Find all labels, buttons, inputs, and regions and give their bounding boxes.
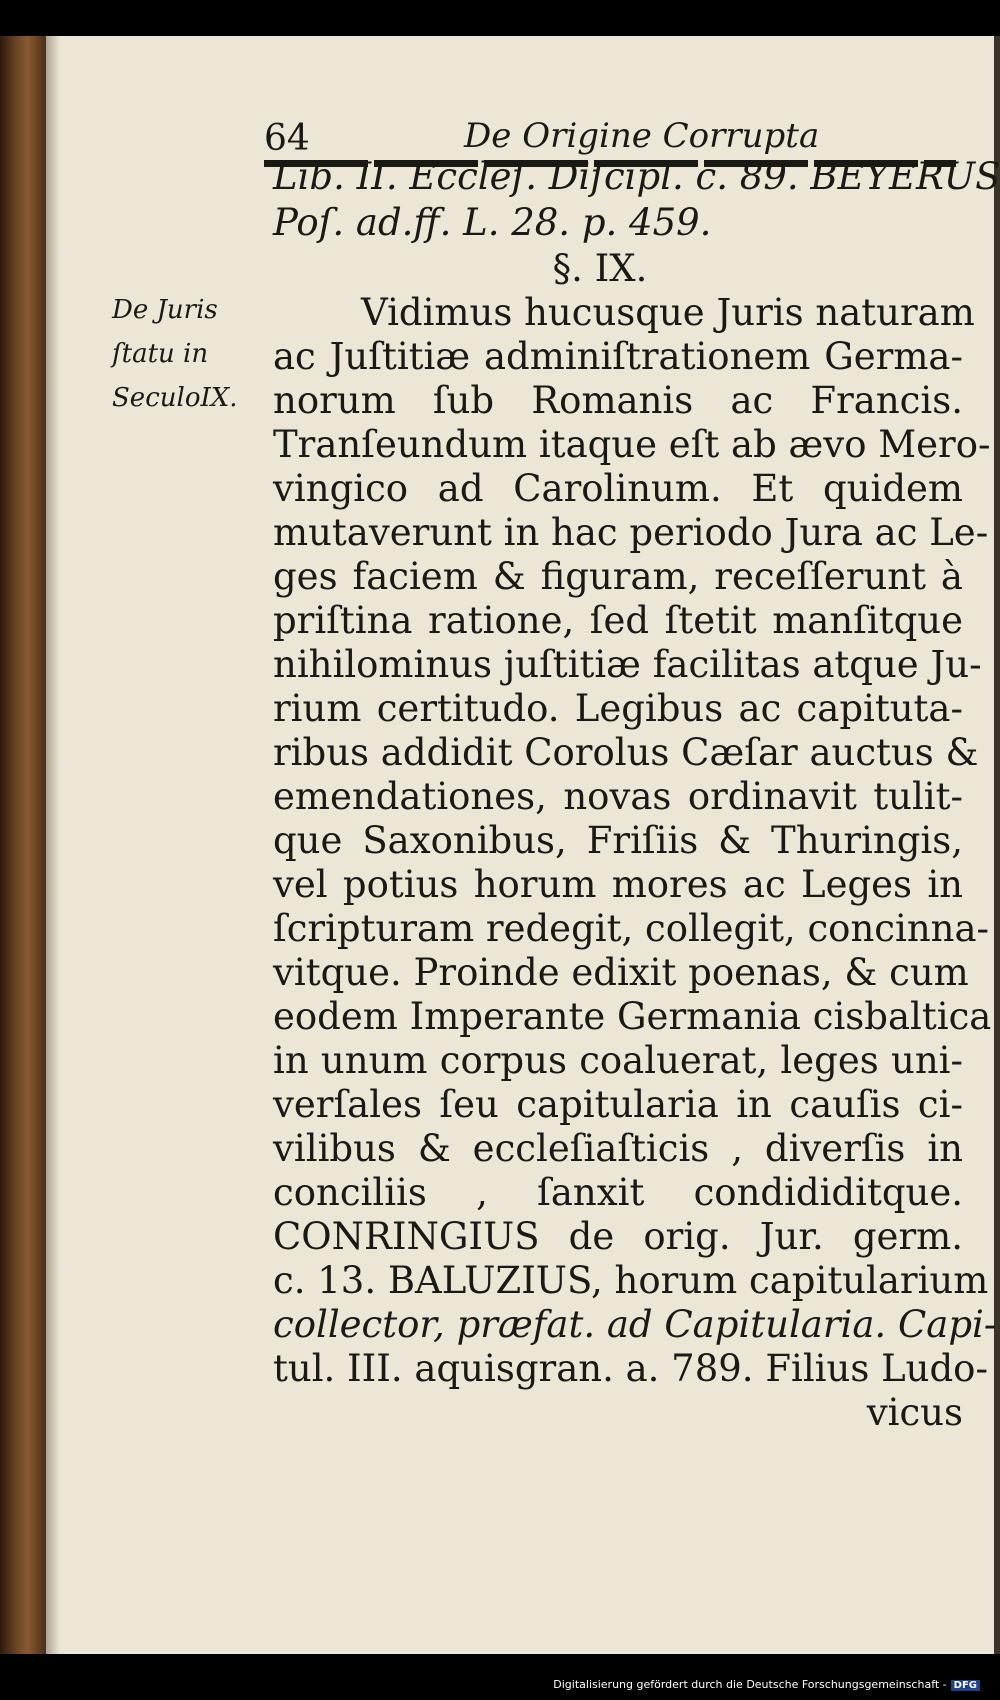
footer-bar bbox=[0, 1654, 1000, 1700]
dfg-logo: DFG bbox=[951, 1680, 980, 1691]
text-line: rium certitudo. Legibus ac capituta- bbox=[273, 687, 963, 730]
text-line: nihilominus juſtitiæ facilitas atque Ju- bbox=[273, 643, 982, 686]
text-line: in unum corpus coaluerat, leges uni- bbox=[273, 1039, 963, 1082]
page-number: 64 bbox=[264, 118, 310, 159]
text-line: conciliis , ſanxit condididitque. bbox=[273, 1171, 963, 1214]
text-line: collector, præfat. ad Capitularia. Capi- bbox=[273, 1303, 997, 1346]
running-head: De Origine Corrupta bbox=[464, 116, 820, 156]
text-line: CONRINGIUS de orig. Jur. germ. bbox=[273, 1215, 963, 1258]
text-line: Vidimus hucusque Juris naturam bbox=[361, 291, 975, 334]
text-line: verſales ſeu capitularia in cauſis ci- bbox=[273, 1083, 963, 1126]
margin-note-line: ſtatu in bbox=[112, 339, 209, 369]
margin-note-line: De Juris bbox=[112, 295, 218, 325]
text-line: priſtina ratione, ſed ſtetit manſitque bbox=[273, 599, 963, 642]
text-line: Poſ. ad.ff. L. 28. p. 459. bbox=[273, 201, 712, 244]
text-line: vilibus & eccleſiaſticis , diverſis in bbox=[273, 1127, 963, 1170]
text-line: emendationes, novas ordinavit tulit- bbox=[273, 775, 963, 818]
credit-text: Digitalisierung gefördert durch die Deutsche Forschungsgemeinschaft - bbox=[553, 1678, 947, 1691]
text-line: vingico ad Carolinum. Et quidem bbox=[273, 467, 963, 510]
text-line: que Saxonibus, Friſiis & Thuringis, bbox=[273, 819, 963, 862]
margin-note-line: SeculoIX. bbox=[112, 383, 238, 413]
text-line: eodem Imperante Germania cisbaltica bbox=[273, 995, 992, 1038]
text-line: mutaverunt in hac periodo Jura ac Le- bbox=[273, 511, 989, 554]
text-line: Lib. II. Eccleſ. Diſcipl. c. 89. BEYERUS bbox=[273, 155, 1000, 198]
text-line: tul. III. aquisgran. a. 789. Filius Ludo- bbox=[273, 1347, 988, 1390]
text-line: Tranſeundum itaque eſt ab ævo Mero- bbox=[273, 423, 991, 466]
footer-credit bbox=[553, 1678, 980, 1691]
text-line: norum ſub Romanis ac Francis. bbox=[273, 379, 963, 422]
section-heading: §. IX. bbox=[552, 247, 648, 290]
text-line: ac Juſtitiæ adminiſtrationem Germa- bbox=[273, 335, 963, 378]
text-line: ges faciem & figuram, receſſerunt à bbox=[273, 555, 963, 598]
text-line: c. 13. BALUZIUS, horum capitularium bbox=[273, 1259, 989, 1302]
text-line: ribus addidit Corolus Cæſar auctus & bbox=[273, 731, 979, 774]
text-line: ſcripturam redegit, collegit, concinna- bbox=[273, 907, 990, 950]
catchword: vicus bbox=[866, 1391, 963, 1434]
text-line: vel potius horum mores ac Leges in bbox=[273, 863, 963, 906]
text-line: vitque. Proinde edixit poenas, & cum bbox=[273, 951, 969, 994]
